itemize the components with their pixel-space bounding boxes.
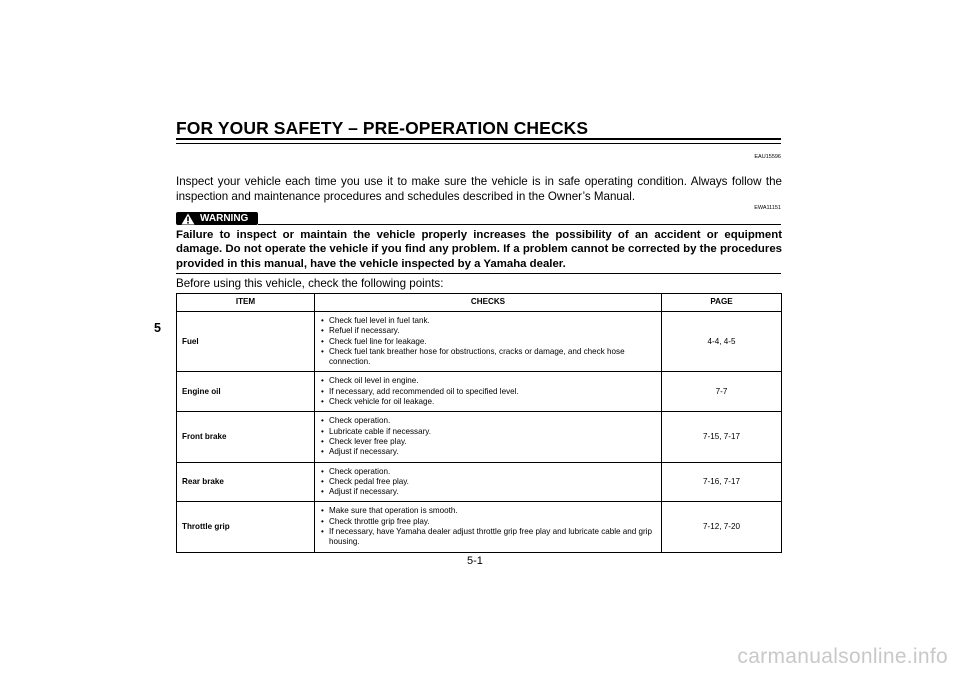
row-checks: [315, 502, 662, 552]
row-page: 7-16, 7-17: [662, 462, 782, 502]
row-checks: [315, 462, 662, 502]
check-entry: • Make sure that operation is smooth.: [321, 506, 657, 516]
check-entry: • Check fuel tank breather hose for obstructions, cracks or damage, and check hose connection.: [321, 347, 657, 368]
row-item: Front brake: [177, 412, 315, 462]
check-entry: • Lubricate cable if necessary.: [321, 427, 657, 437]
warning-triangle-icon: [181, 213, 195, 225]
header-item: ITEM: [177, 294, 315, 312]
check-entry: • Check fuel line for leakage.: [321, 337, 657, 347]
row-checks: [315, 412, 662, 462]
table-row: [177, 312, 782, 372]
table-row: [177, 412, 782, 462]
warning-text: Failure to inspect or maintain the vehicle properly increases the possibility of an accident or equipment damage. Do not operate the vehicle if you find any problem. If a problem cannot be corrected by the procedures provided in this manual, have the vehicle inspected by a Yamaha dealer.: [176, 229, 782, 270]
checks-table: [176, 293, 782, 553]
row-page: 7-12, 7-20: [662, 502, 782, 552]
row-page: 7-7: [662, 372, 782, 412]
warning-badge: [176, 212, 258, 225]
check-entry: • Check throttle grip free play.: [321, 517, 657, 527]
section-code: EAU15596: [754, 154, 781, 160]
row-page: 7-15, 7-17: [662, 412, 782, 462]
check-entry: • If necessary, add recommended oil to specified level.: [321, 387, 657, 397]
row-page: 4-4, 4-5: [662, 312, 782, 372]
page-number: 5-1: [467, 555, 483, 567]
warning-rule: [258, 224, 781, 225]
table-row: [177, 462, 782, 502]
header-checks: CHECKS: [315, 294, 662, 312]
warning-label: WARNING: [200, 213, 249, 224]
title-rule: [176, 138, 781, 144]
page-title: FOR YOUR SAFETY – PRE-OPERATION CHECKS: [176, 118, 589, 138]
check-entry: • Check pedal free play.: [321, 477, 657, 487]
table-header-row: [177, 294, 782, 312]
points-intro: Before using this vehicle, check the following points:: [176, 277, 444, 290]
check-entry: • Check lever free play.: [321, 437, 657, 447]
row-item: Rear brake: [177, 462, 315, 502]
check-entry: • If necessary, have Yamaha dealer adjust throttle grip free play and lubricate cable and grip housing.: [321, 527, 657, 548]
intro-paragraph: Inspect your vehicle each time you use it to make sure the vehicle is in safe operating condition. Always follow the inspection and maintenance procedures and schedules described in the Owner’s Manual.: [176, 175, 782, 203]
warning-code: EWA11151: [754, 205, 781, 211]
row-checks: [315, 372, 662, 412]
header-page: PAGE: [662, 294, 782, 312]
check-entry: • Refuel if necessary.: [321, 326, 657, 336]
table-row: [177, 502, 782, 552]
row-checks: [315, 312, 662, 372]
row-item: Throttle grip: [177, 502, 315, 552]
check-entry: • Check oil level in engine.: [321, 376, 657, 386]
check-entry: • Check fuel level in fuel tank.: [321, 316, 657, 326]
check-entry: • Adjust if necessary.: [321, 447, 657, 457]
warning-bottom-rule: [176, 273, 781, 274]
watermark-text: carmanualsonline.info: [737, 645, 948, 668]
check-entry: • Check operation.: [321, 416, 657, 426]
check-entry: • Check operation.: [321, 467, 657, 477]
chapter-tab-number: 5: [154, 321, 161, 335]
row-item: Fuel: [177, 312, 315, 372]
row-item: Engine oil: [177, 372, 315, 412]
check-entry: • Adjust if necessary.: [321, 487, 657, 497]
check-entry: • Check vehicle for oil leakage.: [321, 397, 657, 407]
table-row: [177, 372, 782, 412]
